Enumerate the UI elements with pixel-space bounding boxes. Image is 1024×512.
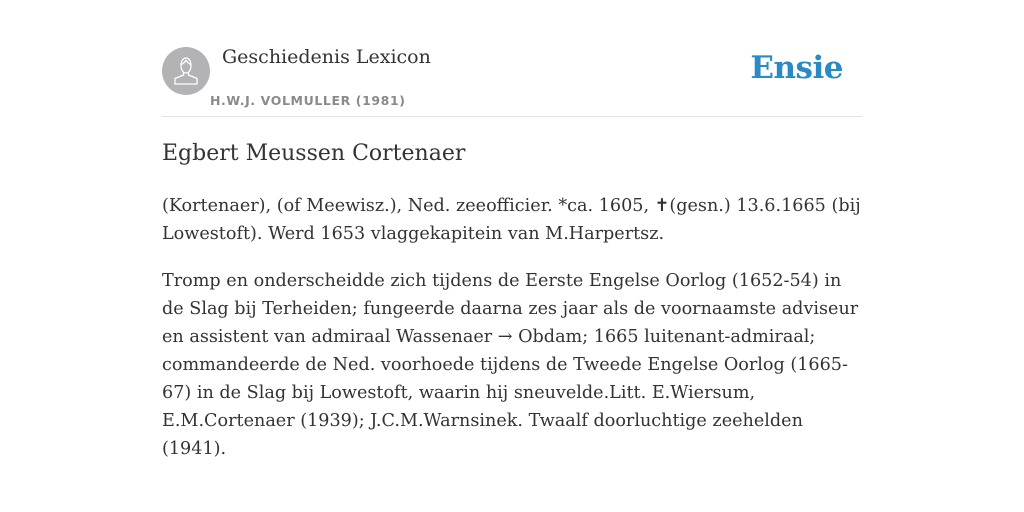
article [162,138,862,463]
brand-logo[interactable]: Ensie [750,50,843,86]
article-paragraph: Tromp en onderscheidde zich tijdens de Eerste Engelse Oorlog (1652-54) in de Slag bij Terheiden; fungeerde daarna zes jaar als de voornaamste adviseur en assistent van admiraal Wassenaer → Obdam; 1665 luitenant-admiraal; commandeerde de Ned. voorhoede tijdens de Tweede Engelse Oorlog (1665-67) in de Slag bij Lowestoft, waarin hij sneuvelde.Litt. E.Wiersum, E.M.Cortenaer (1939); J.C.M.Warnsinek. Twaalf doorluchtige zeehelden (1941). [162,271,859,459]
source-title[interactable]: Geschiedenis Lexicon [222,46,431,68]
author-label: H.W.J. VOLMULLER (1981) [210,93,406,108]
article-title: Egbert Meussen Cortenaer [162,141,466,166]
user-icon[interactable] [162,47,210,95]
article-paragraph: (Kortenaer), (of Meewisz.), Ned. zeeofficier. *ca. 1605, ✝(gesn.) 13.6.1665 (bij Lowestoft). Werd 1653 vlaggekapitein van M.Harpertsz. [162,196,861,244]
header [162,44,862,117]
